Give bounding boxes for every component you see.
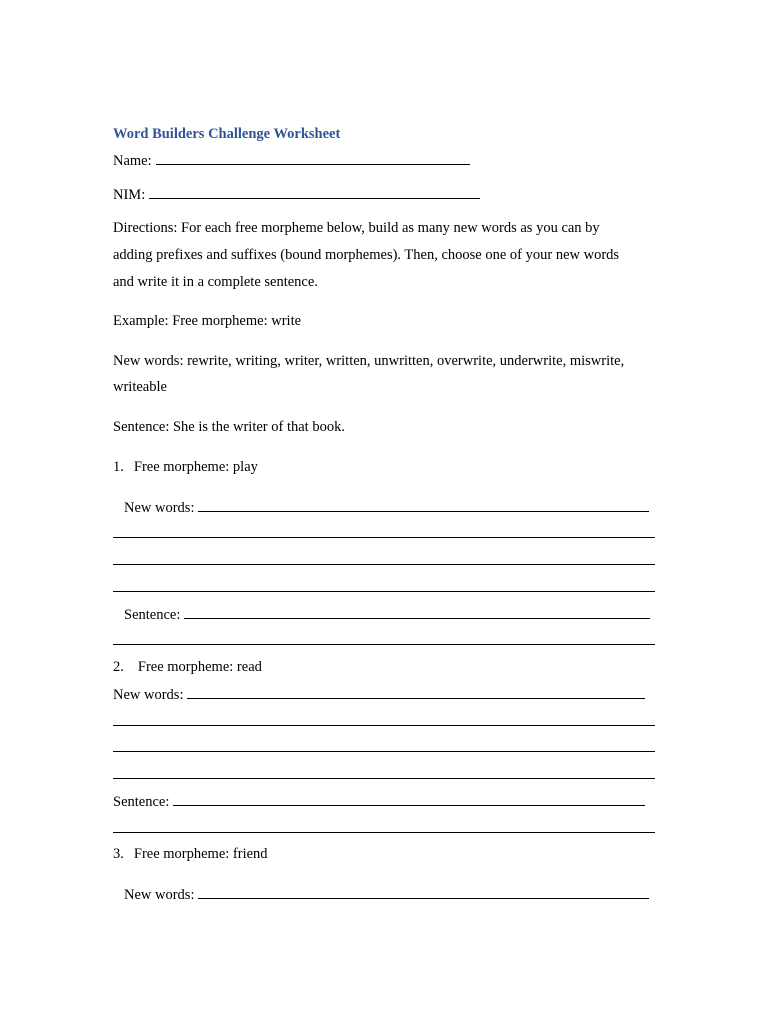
item-2-sentence-label: Sentence:	[113, 794, 170, 810]
item-1-sentence-row	[124, 605, 650, 624]
item-1-new-words-label: New words:	[124, 500, 195, 516]
item-3-morpheme: Free morpheme: friend	[133, 846, 268, 862]
item-1-answer-line-1[interactable]	[113, 537, 655, 538]
item-1-new-words-row	[124, 498, 649, 517]
example-new-words-line-2: writeable	[113, 379, 167, 395]
item-1-answer-line-2[interactable]	[113, 564, 655, 565]
name-label: Name:	[113, 153, 152, 169]
example-morpheme: Example: Free morpheme: write	[113, 313, 302, 329]
item-2-heading	[113, 658, 262, 676]
worksheet-page	[113, 0, 658, 1024]
item-3-heading	[113, 845, 268, 863]
item-2-sentence-line-2[interactable]	[113, 832, 655, 833]
item-2-number: 2.	[113, 659, 124, 675]
directions-line-3: and write it in a complete sentence.	[113, 274, 318, 290]
item-1-new-words-blank[interactable]	[198, 498, 649, 512]
item-1-number: 1.	[113, 459, 124, 475]
item-1-sentence-line-2[interactable]	[113, 644, 655, 645]
example-new-words-line-1: New words: rewrite, writing, writer, written, unwritten, overwrite, underwrite, miswrite,	[113, 353, 625, 369]
item-1-sentence-label: Sentence:	[124, 607, 181, 623]
item-2-morpheme: Free morpheme: read	[137, 659, 262, 675]
item-2-sentence-row	[113, 792, 645, 811]
nim-label: NIM:	[113, 187, 146, 203]
item-1-sentence-blank[interactable]	[184, 605, 650, 619]
nim-row	[113, 185, 480, 204]
name-blank[interactable]	[156, 151, 470, 165]
directions-line-1: Directions: For each free morpheme below, build as many new words as you can by	[113, 220, 600, 236]
item-3-new-words-label: New words:	[124, 887, 195, 903]
item-2-new-words-row	[113, 685, 645, 704]
item-3-new-words-blank[interactable]	[198, 885, 649, 899]
item-2-new-words-blank[interactable]	[187, 685, 645, 699]
example-sentence: Sentence: She is the writer of that book.	[113, 419, 345, 435]
nim-blank[interactable]	[149, 185, 480, 199]
directions-line-2: adding prefixes and suffixes (bound morphemes). Then, choose one of your new words	[113, 247, 620, 263]
item-1-heading	[113, 458, 258, 476]
item-2-answer-line-2[interactable]	[113, 751, 655, 752]
item-2-new-words-label: New words:	[113, 687, 184, 703]
item-1-morpheme: Free morpheme: play	[133, 459, 258, 475]
worksheet-title: Word Builders Challenge Worksheet	[113, 126, 341, 142]
item-2-sentence-blank[interactable]	[173, 792, 645, 806]
item-1-answer-line-3[interactable]	[113, 591, 655, 592]
item-2-answer-line-1[interactable]	[113, 725, 655, 726]
item-3-number: 3.	[113, 846, 124, 862]
name-row	[113, 151, 470, 170]
item-3-new-words-row	[124, 885, 649, 904]
item-2-answer-line-3[interactable]	[113, 778, 655, 779]
